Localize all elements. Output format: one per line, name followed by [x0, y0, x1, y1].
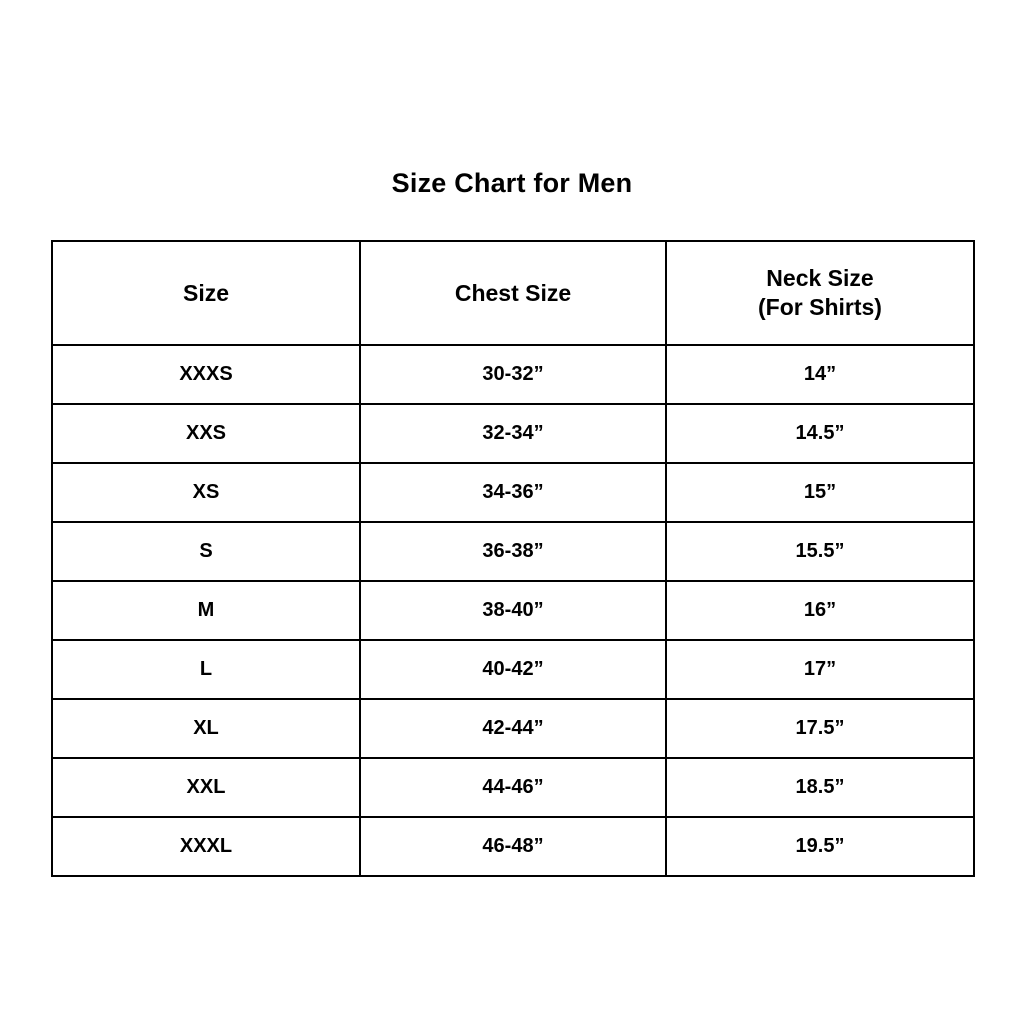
- table-header: [52, 241, 974, 345]
- cell-size: M: [52, 581, 360, 640]
- cell-size: S: [52, 522, 360, 581]
- cell-chest: 34-36”: [360, 463, 666, 522]
- table-row: [52, 463, 974, 522]
- column-header-chest-size-label: Chest Size: [454, 279, 572, 306]
- cell-chest: 42-44”: [360, 699, 666, 758]
- cell-size: L: [52, 640, 360, 699]
- cell-chest: 36-38”: [360, 522, 666, 581]
- cell-size: XS: [52, 463, 360, 522]
- cell-neck: 15.5”: [666, 522, 974, 581]
- table-row: [52, 640, 974, 699]
- cell-chest: 40-42”: [360, 640, 666, 699]
- cell-neck: 16”: [666, 581, 974, 640]
- table-row: [52, 817, 974, 876]
- cell-chest: 30-32”: [360, 345, 666, 404]
- cell-size: XL: [52, 699, 360, 758]
- table-body: [52, 345, 974, 876]
- cell-size: XXXS: [52, 345, 360, 404]
- table-row: [52, 581, 974, 640]
- cell-neck: 17”: [666, 640, 974, 699]
- cell-neck: 17.5”: [666, 699, 974, 758]
- cell-size: XXS: [52, 404, 360, 463]
- table-row: [52, 758, 974, 817]
- column-header-size-label: Size: [182, 279, 230, 306]
- table-row: [52, 522, 974, 581]
- page-title: Size Chart for Men: [391, 168, 633, 198]
- cell-neck: 19.5”: [666, 817, 974, 876]
- column-header-size: [52, 241, 360, 345]
- cell-neck: 18.5”: [666, 758, 974, 817]
- cell-chest: 38-40”: [360, 581, 666, 640]
- column-header-neck-size: [666, 241, 974, 345]
- cell-chest: 46-48”: [360, 817, 666, 876]
- column-header-neck-size-label: Neck Size: [766, 265, 874, 292]
- size-chart-table: [51, 240, 975, 877]
- size-chart-table-container: [51, 240, 973, 877]
- table-header-row: [52, 241, 974, 345]
- cell-chest: 32-34”: [360, 404, 666, 463]
- cell-neck: 14.5”: [666, 404, 974, 463]
- cell-chest: 44-46”: [360, 758, 666, 817]
- cell-neck: 14”: [666, 345, 974, 404]
- table-row: [52, 699, 974, 758]
- cell-size: XXXL: [52, 817, 360, 876]
- table-row: [52, 404, 974, 463]
- column-header-chest-size: [360, 241, 666, 345]
- table-row: [52, 345, 974, 404]
- cell-size: XXL: [52, 758, 360, 817]
- cell-neck: 15”: [666, 463, 974, 522]
- column-header-neck-size-sublabel: (For Shirts): [758, 294, 882, 320]
